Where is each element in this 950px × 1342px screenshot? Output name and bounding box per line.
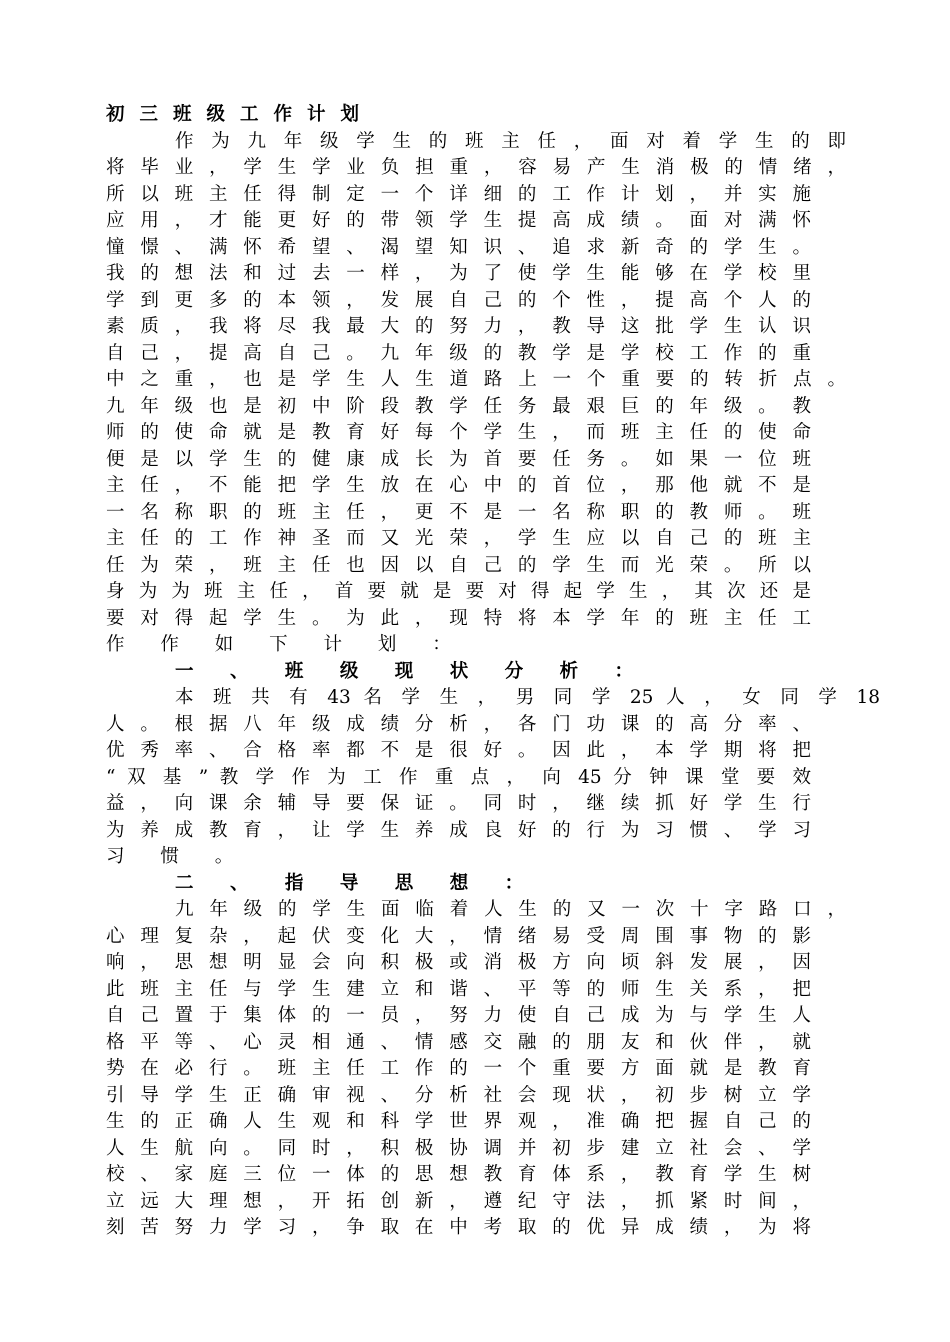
section1-line: 人 。 根 据 八 年 级 成 绩 分 析 ， 各 门 功 课 的 高 分 率 、	[106, 713, 811, 735]
intro-line: 将 毕 业 ， 学 生 学 业 负 担 重 ， 容 易 产 生 消 极 的 情 绪 ，	[106, 157, 846, 178]
intro-line: 所 以 班 主 任 得 制 定 一 个 详 细 的 工 作 计 划 ， 并 实 施	[106, 183, 811, 205]
section2-line: 势 在 必 行 。 班 主 任 工 作 的 一 个 重 要 方 面 就 是 教 育	[106, 1058, 811, 1079]
section2-line: 响 ， 思 想 明 显 会 向 积 极 或 消 极 方 向 顷 斜 发 展 ， 因	[106, 952, 811, 973]
intro-line: 中 之 重 ， 也 是 学 生 人 生 道 路 上 一 个 重 要 的 转 折 点 。	[106, 369, 846, 390]
section-heading-1: 一 、 班 级 现 状 分 析 ：	[175, 660, 649, 682]
section2-line: 人 生 航 向 。 同 时 ， 积 极 协 调 并 初 步 建 立 社 会 、 学	[106, 1137, 811, 1159]
section1-line: “ 双 基 ” 教 学 作 为 工 作 重 点 ， 向 45 分 钟 课 堂 要 效	[106, 766, 811, 788]
intro-line: 九 年 级 也 是 初 中 阶 段 教 学 任 务 最 艰 巨 的 年 级 。 教	[106, 395, 811, 417]
intro-line: 素 质 ， 我 将 尽 我 最 大 的 努 力 ， 教 导 这 批 学 生 认 识	[106, 316, 811, 337]
section2-line: 生 的 正 确 人 生 观 和 科 学 世 界 观 ， 准 确 把 握 自 己 的	[106, 1111, 811, 1132]
section-heading-2: 二 、 指 导 思 想 ：	[175, 872, 539, 894]
section2-line: 此 班 主 任 与 学 生 建 立 和 谐 、 平 等 的 师 生 关 系 ， 把	[106, 978, 811, 1000]
intro-line: 自 己 ， 提 高 自 己 。 九 年 级 的 教 学 是 学 校 工 作 的 重	[106, 342, 811, 364]
intro-line: 应 用 ， 才 能 更 好 的 带 领 学 生 提 高 成 绩 。 面 对 满 怀	[106, 210, 811, 231]
intro-line: 憧 憬 、 满 怀 希 望 、 渴 望 知 识 、 追 求 新 奇 的 学 生 。	[106, 236, 811, 258]
section2-line: 格 平 等 、 心 灵 相 通 、 情 感 交 融 的 朋 友 和 伙 伴 ， 就	[106, 1031, 811, 1053]
section1-line: 益 ， 向 课 余 辅 导 要 保 证 。 同 时 ， 继 续 抓 好 学 生 行	[106, 793, 811, 814]
section2-line: 九 年 级 的 学 生 面 临 着 人 生 的 又 一 次 十 字 路 口 ，	[175, 899, 846, 920]
section2-line: 心 理 复 杂 ， 起 伏 变 化 大 ， 情 绪 易 受 周 围 事 物 的 影	[106, 925, 811, 947]
section2-line: 立 远 大 理 想 ， 开 拓 创 新 ， 遵 纪 守 法 ， 抓 紧 时 间 ，	[106, 1190, 811, 1212]
section2-line: 刻 苦 努 力 学 习 ， 争 取 在 中 考 取 的 优 异 成 绩 ， 为 将	[106, 1217, 811, 1238]
intro-line: 作 为 九 年 级 学 生 的 班 主 任 ， 面 对 着 学 生 的 即	[175, 130, 846, 152]
section1-line: 本 班 共 有 43 名 学 生 ， 男 同 学 25 人 ， 女 同 学 18	[175, 687, 880, 708]
section1-line: 习 惯 。	[106, 846, 249, 867]
intro-line: 便 是 以 学 生 的 健 康 成 长 为 首 要 任 务 。 如 果 一 位 班	[106, 448, 811, 470]
intro-line: 任 为 荣 ， 班 主 任 也 因 以 自 己 的 学 生 而 光 荣 。 所 以	[106, 554, 811, 576]
intro-line: 我 的 想 法 和 过 去 一 样 ， 为 了 使 学 生 能 够 在 学 校 里	[106, 263, 811, 284]
section2-line: 引 导 学 生 正 确 审 视 、 分 析 社 会 现 状 ， 初 步 树 立 学	[106, 1084, 811, 1106]
intro-line: 学 到 更 多 的 本 领 ， 发 展 自 己 的 个 性 ， 提 高 个 人 的	[106, 289, 811, 311]
intro-line: 身 为 为 班 主 任 ， 首 要 就 是 要 对 得 起 学 生 ， 其 次 还 是	[106, 581, 811, 602]
intro-line: 主 任 ， 不 能 把 学 生 放 在 心 中 的 首 位 ， 那 他 就 不 是	[106, 475, 811, 496]
intro-line: 要 对 得 起 学 生 。 为 此 ， 现 特 将 本 学 年 的 班 主 任 工	[106, 607, 811, 629]
intro-line: 主 任 的 工 作 神 圣 而 又 光 荣 ， 学 生 应 以 自 己 的 班 主	[106, 528, 811, 549]
section1-line: 为 养 成 教 育 ， 让 学 生 养 成 良 好 的 行 为 习 惯 、 学 习	[106, 819, 811, 841]
section2-line: 自 己 置 于 集 体 的 一 员 ， 努 力 使 自 己 成 为 与 学 生 人	[106, 1005, 811, 1026]
intro-line: 一 名 称 职 的 班 主 任 ， 更 不 是 一 名 称 职 的 教 师 。 班	[106, 501, 811, 523]
document-title: 初三班级工作计划	[106, 104, 375, 125]
intro-line: 师 的 使 命 就 是 教 育 好 每 个 学 生 ， 而 班 主 任 的 使 命	[106, 422, 811, 443]
section2-line: 校 、 家 庭 三 位 一 体 的 思 想 教 育 体 系 ， 教 育 学 生 树	[106, 1164, 811, 1185]
section1-line: 优 秀 率 、 合 格 率 都 不 是 很 好 。 因 此 ， 本 学 期 将 把	[106, 740, 811, 761]
document-body	[106, 102, 880, 1242]
intro-line: 作 作 如 下 计 划 ：	[106, 634, 466, 655]
